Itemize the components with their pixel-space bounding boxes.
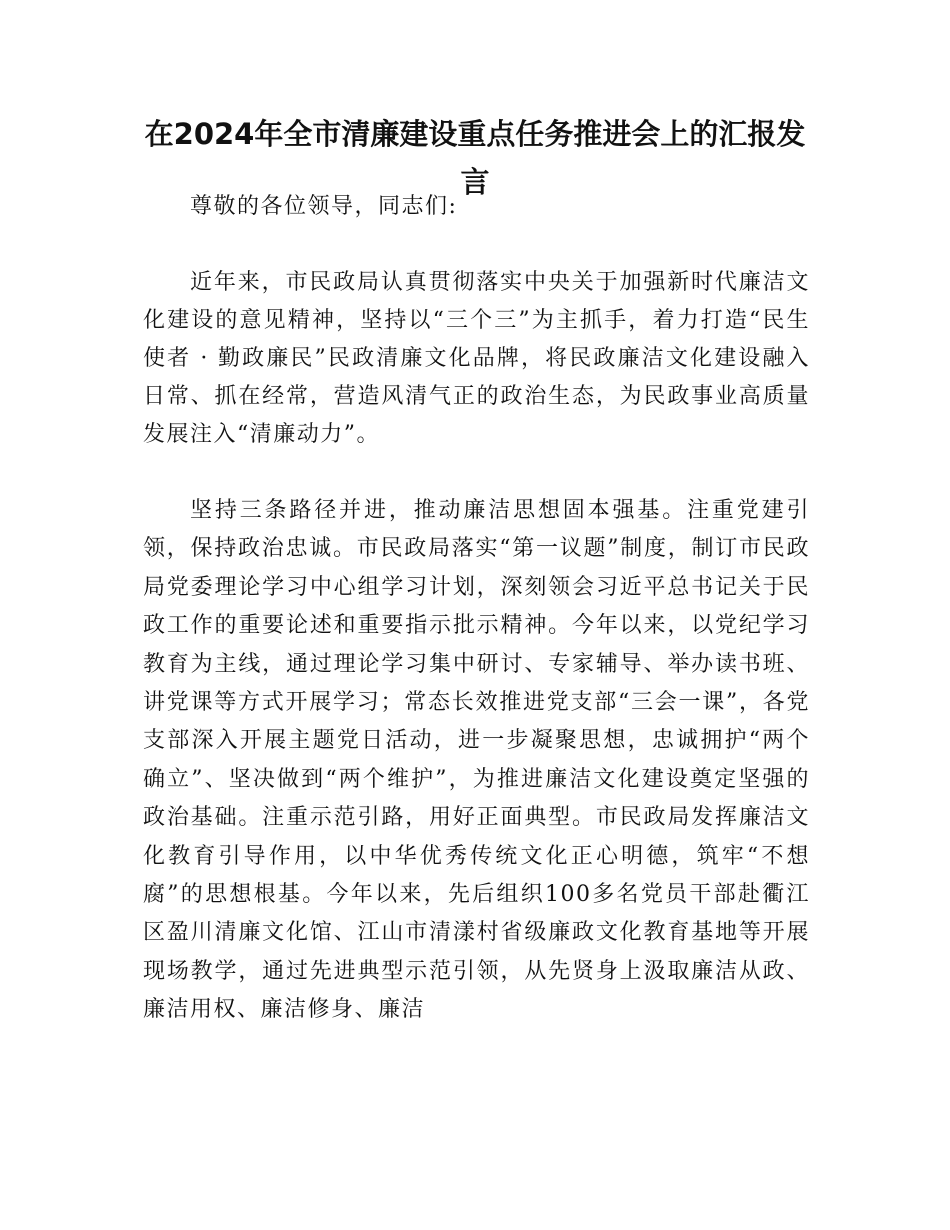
document-title: 在2024年全市清廉建设重点任务推进会上的汇报发言 bbox=[144, 117, 806, 199]
paragraph-2: 坚持三条路径并进，推动廉洁思想固本强基。注重党建引领，保持政治忠诚。市民政局落实“第一议题”制度，制订市民政局党委理论学习中心组学习计划，深刻领会习近平总书记关于民政工作的重要论述和重要指示批示精神。今年以来，以党纪学习教育为主线，通过理论学习集中研讨、专家辅导、举办读书班、讲党课等方式开展学习；常态长效推进党支部“三会一课”，各党支部深入开展主题党日活动，进一步凝聚思想，忠诚拥护“两个确立”、坚决做到“两个维护”，为推进廉洁文化建设奠定坚强的政治基础。注重示范引路，用好正面典型。市民政局发挥廉洁文化教育引导作用，以中华优秀传统文化正心明德，筑牢“不想腐”的思想根基。今年以来，先后组织100多名党员干部赴衢江区盈川清廉文化馆、江山市清漾村省级廉政文化教育基地等开展现场教学，通过先进典型示范引领，从先贤身上汲取廉洁从政、廉洁用权、廉洁修身、廉洁 bbox=[143, 498, 810, 1023]
salutation: 尊敬的各位领导，同志们: bbox=[190, 194, 458, 219]
paragraph-1: 近年来，市民政局认真贯彻落实中央关于加强新时代廉洁文化建设的意见精神，坚持以“三个三”为主抓手，着力打造“民生使者 · 勤政廉民”民政清廉文化品牌，将民政廉洁文化建设融入日常、抓在经常，营造风清气正的政治生态，为民政事业高质量发展注入“清廉动力”。 bbox=[143, 270, 810, 447]
